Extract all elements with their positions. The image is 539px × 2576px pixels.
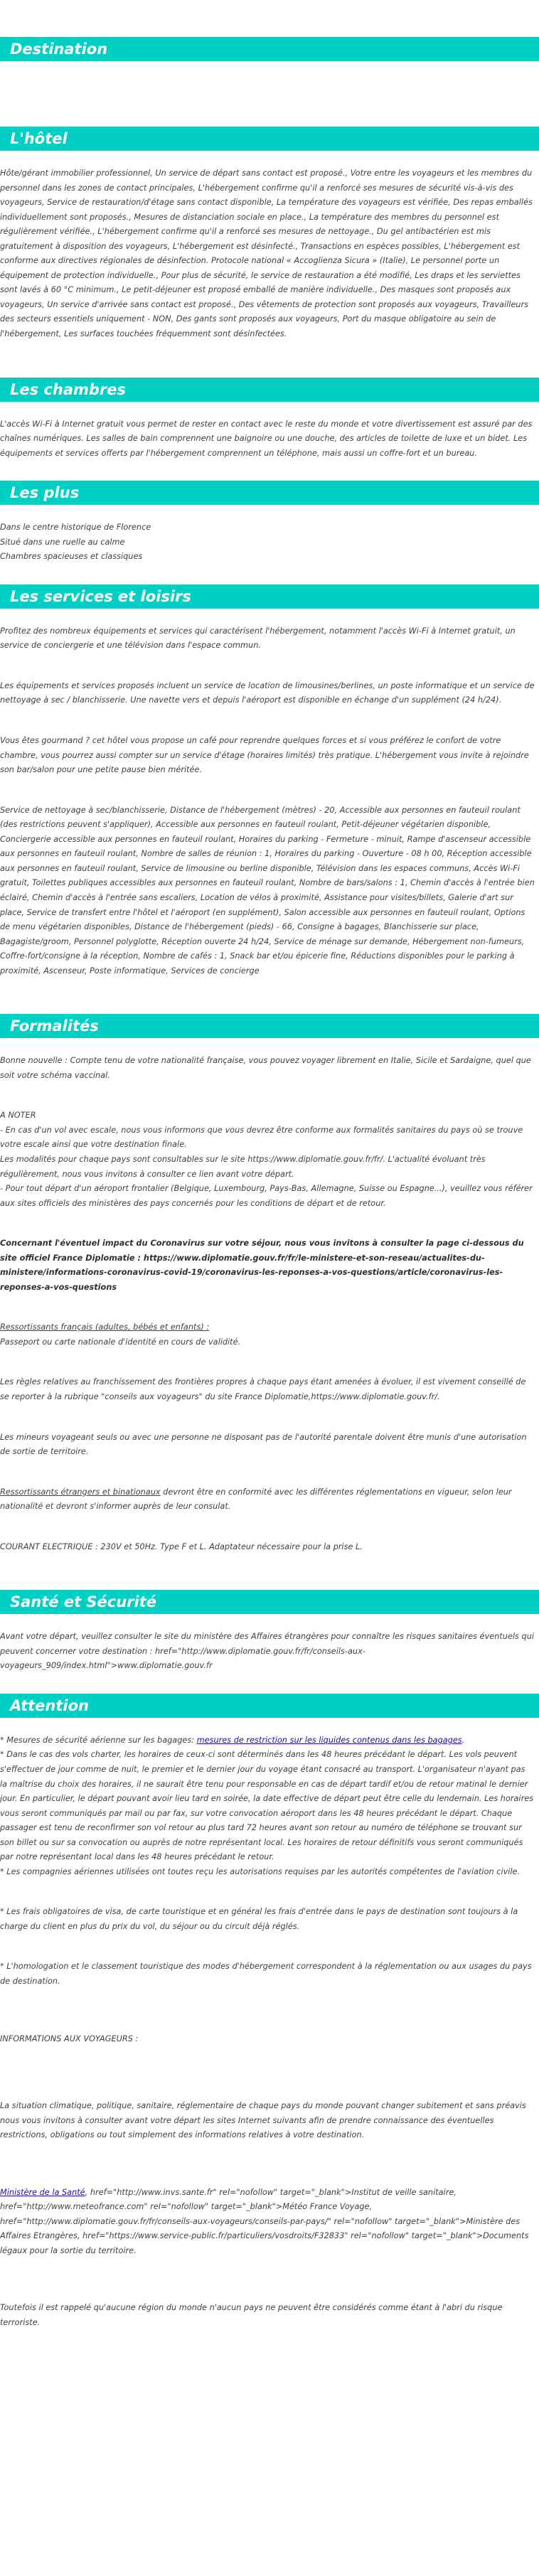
courant-electrique: COURANT ELECTRIQUE : 230V et 50Hz. Type F et L. Adaptateur nécessaire pour la prise L.: [0, 1541, 363, 1551]
formalites-paragraph-4: - Pour tout départ d'un aéroport frontalier (Belgique, Luxembourg, Pays-Bas, Allemagne, Suisse ou Espagne...), veuillez vous référer aux sites officiels des ministères des pays concernés pour les conditions de départ et de retour.: [0, 1184, 533, 1208]
ressortissants-francais-title: [0, 1320, 535, 1335]
plus-item: Chambres spacieuses et classiques: [0, 552, 143, 562]
formalites-a-noter: A NOTER: [0, 1111, 36, 1121]
liquides-restriction-link[interactable]: mesures de restriction sur les liquides contenus dans les bagages: [196, 1735, 462, 1745]
section-title-formalites: Formalités: [0, 1014, 539, 1038]
informations-voyageurs: INFORMATIONS AUX VOYAGEURS :: [0, 2033, 139, 2043]
sante-paragraph: Avant votre départ, veuillez consulter le site du ministère des Affaires étrangères pour connaître les risques sanitaires éventuels qui peuvent concerner votre destination : href="http://www.diplomatie.gouv.fr/fr/conseils-aux-voyageurs_909/index.html">www.diplomatie.gouv.fr: [0, 1632, 534, 1671]
section-title-chambres: Les chambres: [0, 378, 539, 402]
formalites-paragraph-1: Bonne nouvelle : Compte tenu de votre nationalité française, vous pouvez voyager librement en Italie, Sicile et Sardaigne, quel que soit votre schéma vaccinal.: [0, 1056, 531, 1080]
chambres-text: [0, 417, 539, 461]
formalites-paragraph-3: Les modalités pour chaque pays sont consultables sur le site https://www.diplomatie.gouv.fr/fr/. L'actualité évoluant très régulièrement, nous vous invitons à consulter ce lien avant votre départ.: [0, 1154, 486, 1179]
section-title-sante: Santé et Sécurité: [0, 1590, 539, 1614]
hotel-paragraph: Hôte/gérant immobilier professionnel, Un service de départ sans contact est proposé., Votre entre les voyageurs et les membres du personnel dans les zones de contact principales, L'hébergement confirme qu'il a renforcé ses mesures de sécurité vis-à-vis des voyageurs, Service de restauration/d'étage sans contact disponible, La température des voyageurs est vérifiée, Des repas emballés individuellement sont proposés., Mesures de distanciation sociale en place., La température des membres du personnel est régulièrement vérifiée., L'hébergement confirme qu'il a renforcé ses mesures de nettoyage., Du gel antibactérien est mis gratuitement à disposition des voyageurs, L'hébergement est désinfecté., Transactions en espèces possibles, L'hébergement est conforme aux directives régionales de désinfection. Protocole national « Accoglienza Sicura » (Italie), Le personnel porte un équipement de protection individuelle., Pour plus de sécurité, le service de restauration a été modifié, Les draps et les serviettes sont lavés à 60 °C minimum., Le petit-déjeuner est proposé emballé de manière individuelle., Des masques sont proposés aux voyageurs, Un service d'arrivée sans contact est proposé., Des vêtements de protection sont proposés aux voyageurs, Travailleurs des secteurs essentiels uniquement - NON, Des gants sont proposés aux voyageurs, Port du masque obligatoire au sein de l'hébergement, Les surfaces touchées fréquemment sont désinfectées.: [0, 169, 533, 339]
coronavirus-notice: Concernant l'éventuel impact du Coronavirus sur votre séjour, nous vous invitons à consulter la page ci-dessous du site officiel France Diplomatie : https://www.diplomatie.gouv.fr/fr/le-ministere-et-son-reseau/actualites-du-ministere/informations-coronavirus-covid-19/coronavirus-les-reponses-a-vos-questions/article/coronavirus-les-reponses-a-vos-questions: [0, 1239, 524, 1292]
services-paragraph-3: Vous êtes gourmand ? cet hôtel vous propose un café pour reprendre quelques forces et si vous préférez le confort de votre chambre, vous pourrez aussi compter sur un service d'étage (horaires limités) très pratique. L'hébergement vous invite à rejoindre son bar/salon pour une petite pause bien méritée.: [0, 736, 529, 775]
mineurs-text: Les mineurs voyageant seuls ou avec une personne ne disposant pas de l'autorité parentale doivent être munis d'une autorisation de sortie de territoire.: [0, 1432, 527, 1457]
services-paragraph-4: Service de nettoyage à sec/blanchisserie, Distance de l'hébergement (mètres) - 20, Accessible aux personnes en fauteuil roulant (des restrictions peuvent s'appliquer), Accessible aux personnes en fauteuil roulant, Petit-déjeuner végétarien disponible, Conciergerie accessible aux personnes en fauteuil roulant, Horaires du parking - Fermeture - minuit, Rampe d'ascenseur accessible aux personnes en fauteuil roulant, Nombre de salles de réunion : 1, Horaires du parking - Ouverture - 08 h 00, Réception accessible aux personnes en fauteuil roulant, Service de limousine ou berline disponible, Télévision dans les espaces communs, Accès Wi-Fi gratuit, Toilettes publiques accessibles aux personnes en fauteuil roulant, Nombre de bars/salons : 1, Chemin d'accès à l'entrée bien éclairé, Chemin d'accès à l'entrée sans escaliers, Location de vélos à proximité, Assistance pour visites/billets, Galerie d'art sur place, Service de transfert entre l'hôtel et l'aéroport (en supplément), Salon accessible aux personnes en fauteuil roulant, Options de menu végétarien disponibles, Distance de l'hébergement (pieds) - 66, Consigne à bagages, Blanchisserie sur place, Bagagiste/groom, Personnel polyglotte, Réception ouverte 24 h/24, Service de ménage sur demande, Hébergement non-fumeurs, Coffre-fort/consigne à la réception, Nombre de cafés : 1, Snack bar et/ou épicerie fine, Réductions disponibles pour le parking à proximité, Ascenseur, Poste informatique, Services de concierge: [0, 805, 535, 976]
ressortissants-etrangers-label: Ressortissants étrangers et binationaux: [0, 1487, 161, 1497]
plus-item: Dans le centre historique de Florence: [0, 523, 151, 533]
bagages-end: .: [461, 1735, 465, 1745]
plus-list: [0, 520, 539, 565]
section-title-plus: Les plus: [0, 481, 539, 505]
ressortissants-etrangers-text: devront être en conformité avec les différentes réglementations en vigueur, selon leur nationalité et devront s'informer auprès de leur consulat.: [0, 1487, 512, 1512]
services-paragraph-1: Profitez des nombreux équipements et services qui caractérisent l'hébergement, notamment l'accès Wi-Fi à Internet gratuit, un service de conciergerie et une télévision dans l'espace commun.: [0, 626, 516, 651]
bagages-label: * Mesures de sécurité aérienne sur les bagages:: [0, 1735, 197, 1745]
services-paragraph-2: Les équipements et services proposés incluent un service de location de limousines/berlines, un poste informatique et un service de nettoyage à sec / blanchisserie. Une navette vers et depuis l'aéroport est disponible en échange d'un supplément (24 h/24).: [0, 680, 535, 705]
attention-paragraph-6: La situation climatique, politique, sanitaire, réglementaire de chaque pays du monde pouvant changer subitement et sans préavis nous vous invitons à consulter avant votre départ les sites Internet suivants afin de prendre connaissance des éventuelles restrictions, obligations ou tout simplement des informations relatives à votre destination.: [0, 2101, 526, 2140]
formalites-text: [0, 1054, 539, 1554]
ressortissants-etrangers: [0, 1485, 535, 1514]
formalites-bold-notice: [0, 1236, 535, 1295]
section-title-attention: Attention: [0, 1694, 539, 1718]
attention-text: [0, 1733, 539, 2331]
chambres-paragraph: L'accès Wi-Fi à Internet gratuit vous permet de rester en contact avec le reste du monde et votre divertissement est assuré par des chaînes numériques. Les salles de bain comprennent une baignoire ou une douche, des articles de toilette de luxe et un bidet. Les équipements et services offerts par l'hébergement comprennent un téléphone, mais aussi un coffre-fort et un bureau.: [0, 419, 533, 458]
attention-paragraph-2: * Dans le cas des vols charter, les horaires de ceux-ci sont déterminés dans les 48 heures précédant le départ. Les vols peuvent s'effectuer de jour comme de nuit, le premier et le dernier jour du voyage étant consacré au transport. L'organisateur n'ayant pas la maîtrise du choix des horaires, il ne saurait être tenu pour responsable en cas de départ tardif et/ou de retour matinal le dernier jour. En particulier, le départ pouvant avoir lieu tard en soirée, la date effective de départ peut être celle du lendemain. Les horaires vous seront communiqués par mail ou par fax, sur votre convocation aéroport dans les 48 heures précédant le départ. Chaque passager est tenu de reconfirmer son vol retour au plus tard 72 heures avant son retour au numéro de téléphone se trouvant sur son billet ou sur sa convocation ou auprès de notre représentant local. Les horaires de retour définitifs vous seront communiqués par notre représentant local dans les 48 heures précédant le retour.: [0, 1750, 534, 1862]
attention-paragraph-4: * Les frais obligatoires de visa, de carte touristique et en général les frais d'entrée dans le pays de destination sont toujours à la charge du client en plus du prix du vol, du séjour ou du circuit déjà réglés.: [0, 1907, 518, 1931]
regles-frontieres: Les règles relatives au franchissement des frontières propres à chaque pays étant amenées à évoluer, il est vivement conseillé de se reporter à la rubrique "conseils aux voyageurs" du site France Diplomatie,https://www.diplomatie.gouv.fr/.: [0, 1377, 526, 1401]
attention-paragraph-8: Toutefois il est rappelé qu'aucune région du monde n'aucun pays ne peuvent être considérés comme étant à l'abri du risque terroriste.: [0, 2303, 503, 2328]
sante-text: [0, 1630, 539, 1674]
ressortissants-francais-text: Passeport ou carte nationale d'identité en cours de validité.: [0, 1337, 241, 1347]
attention-paragraph-1: [0, 1733, 535, 1748]
ministere-sante-link[interactable]: Ministère de la Santé: [0, 2187, 85, 2197]
section-title-destination: Destination: [0, 37, 539, 61]
section-title-services: Les services et loisirs: [0, 584, 539, 609]
ressortissants-francais-label: Ressortissants français (adultes, bébés et enfants) :: [0, 1322, 210, 1332]
plus-item: Situé dans une ruelle au calme: [0, 537, 125, 547]
attention-paragraph-3: * Les compagnies aériennes utilisées ont toutes reçu les autorisations requises par les autorités compétentes de l'aviation civile.: [0, 1866, 521, 1876]
section-title-hotel: L'hôtel: [0, 127, 539, 151]
hotel-text: [0, 166, 539, 342]
attention-paragraph-5: * L'homologation et le classement touristique des modes d'hébergement correspondent à la réglementation ou aux usages du pays de destination.: [0, 1962, 532, 1987]
liens-sites-text: , href="http://www.invs.sante.fr" rel="nofollow" target="_blank">Institut de veille sanitaire, href="http://www.meteofrance.com" rel="nofollow" target="_blank">Météo France Voyage, href="http://www.diplomatie.gouv.fr/fr/conseils-aux-voyageurs/conseils-par-pays/" rel="nofollow" target="_blank">Ministère des Affaires Etrangères, href="https://www.service-public.fr/particuliers/vosdroits/F32833" rel="nofollow" target="_blank">Documents légaux pour la sortie du territoire.: [0, 2187, 529, 2255]
services-text: [0, 624, 539, 978]
attention-paragraph-7: [0, 2186, 535, 2259]
formalites-paragraph-2: - En cas d'un vol avec escale, nous vous informons que vous devrez être conforme aux formalités sanitaires du pays où se trouve votre escale ainsi que votre destination finale.: [0, 1125, 523, 1150]
